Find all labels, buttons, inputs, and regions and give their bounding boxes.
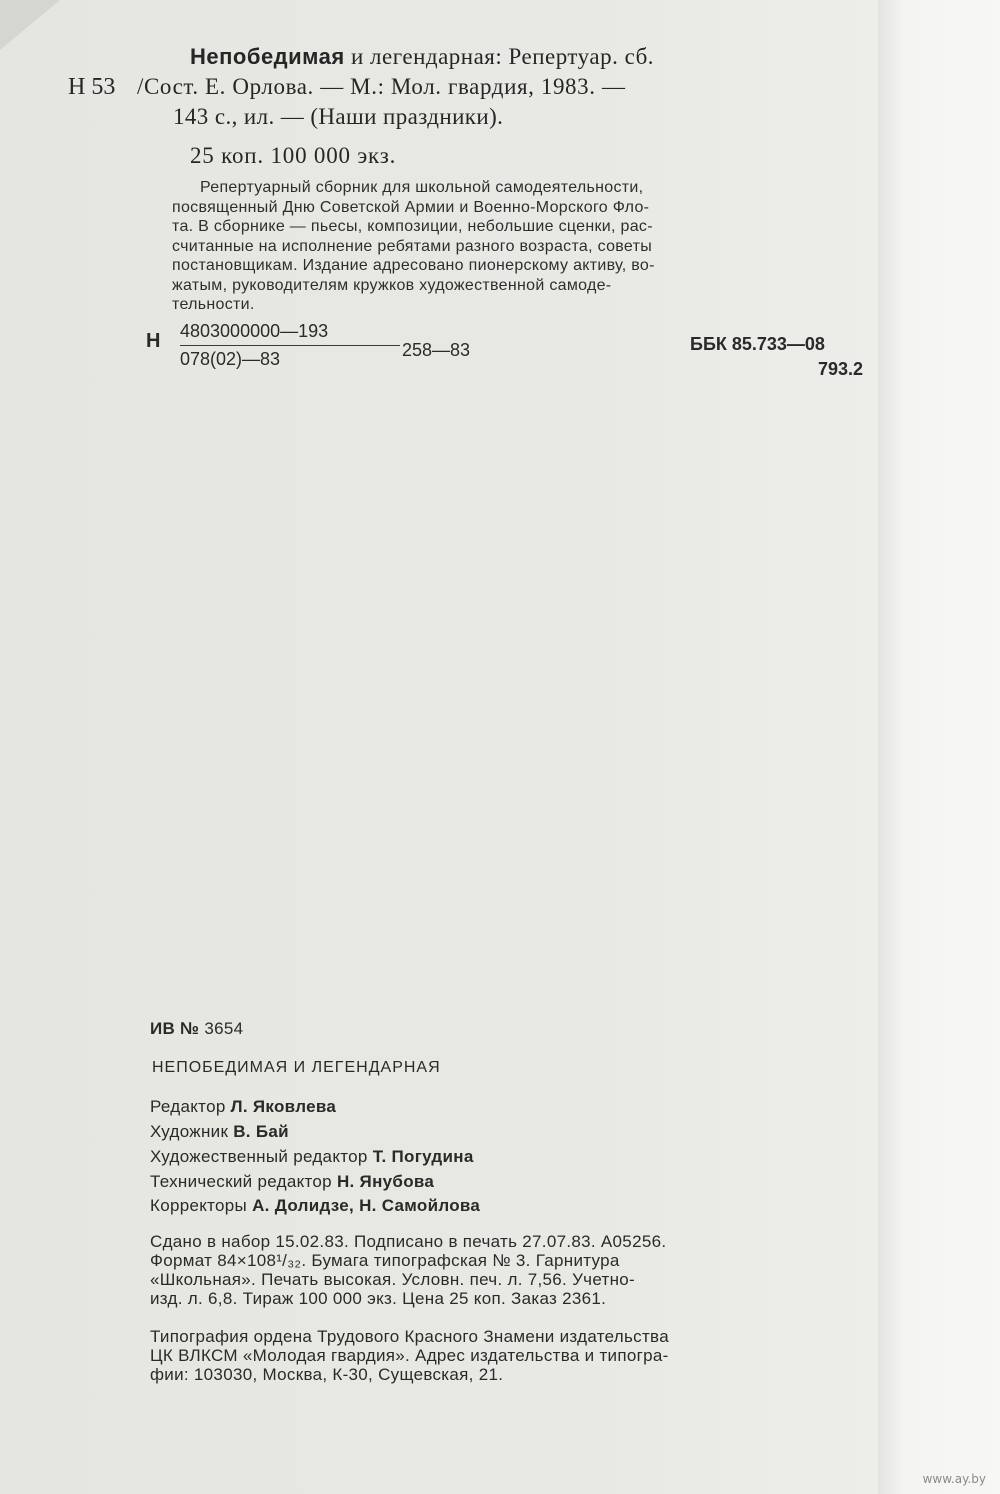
bbk-code: ББК 85.733—08 (690, 334, 825, 354)
staff-role: Технический редактор (150, 1172, 332, 1191)
staff-name: А. Долидзе, Н. Самойлова (252, 1196, 481, 1215)
catalog-title-bold: Непобедимая (190, 44, 345, 69)
annotation (172, 178, 872, 315)
staff-proofreaders (150, 1196, 480, 1216)
imprint-title: НЕПОБЕДИМАЯ И ЛЕГЕНДАРНАЯ (152, 1059, 441, 1076)
staff-tech-editor (150, 1172, 434, 1192)
staff-editor (150, 1097, 336, 1117)
staff-role: Художественный редактор (150, 1147, 368, 1166)
ib-value: 3654 (204, 1019, 244, 1038)
printing-house (150, 1327, 900, 1384)
technical-line: Формат 84×108¹/₃₂. Бумага типографская № 3. Гарнитура (150, 1251, 620, 1270)
annotation-line: жатым, руководителям кружков художественной самоде- (172, 276, 612, 294)
catalog-line-2: /Сост. Е. Орлова. — М.: Мол. гвардия, 1983. — (137, 74, 626, 99)
technical-line: «Школьная». Печать высокая. Условн. печ. л. 7,56. Учетно- (150, 1270, 636, 1289)
index-letter: Н (146, 330, 161, 352)
press-line: фии: 103030, Москва, К-30, Сущевская, 21. (150, 1365, 504, 1384)
watermark: www.ay.by (922, 1472, 986, 1486)
annotation-line: тельности. (172, 296, 255, 313)
staff-art-editor (150, 1147, 474, 1167)
staff-name: В. Бай (233, 1122, 289, 1141)
index-fraction-line (180, 345, 400, 346)
annotation-line: считанные на исполнение ребятами разного возраста, советы (172, 237, 653, 255)
staff-role: Редактор (150, 1097, 226, 1116)
technical-data (150, 1232, 900, 1308)
staff-artist (150, 1122, 289, 1142)
annotation-line: постановщикам. Издание адресовано пионерскому активу, во- (172, 257, 655, 274)
technical-line: Сдано в набор 15.02.83. Подписано в печать 27.07.83. А05256. (150, 1232, 667, 1251)
index-numerator: 4803000000—193 (180, 321, 329, 341)
catalog-line-3: 143 с., ил. — (Наши праздники). (173, 104, 504, 129)
annotation-line: Репертуарный сборник для школьной самодеятельности, (200, 179, 644, 196)
staff-role: Художник (150, 1122, 229, 1141)
annotation-line: та. В сборнике — пьесы, композиции, небольшие сценки, рас- (172, 218, 653, 235)
annotation-line: посвященный Дню Советской Армии и Военно-Морского Фло- (172, 198, 650, 216)
ib-number (150, 1019, 243, 1039)
catalog-title (190, 44, 654, 70)
folded-corner (0, 0, 60, 50)
press-line: ЦК ВЛКСМ «Молодая гвардия». Адрес издательства и типогра- (150, 1346, 669, 1365)
catalog-code: Н 53 (68, 74, 116, 100)
catalog-price: 25 коп. 100 000 экз. (190, 143, 397, 168)
ib-label: ИВ № (150, 1019, 200, 1038)
staff-name: Л. Яковлева (230, 1097, 337, 1116)
index-suffix: 258—83 (402, 340, 471, 360)
staff-role: Корректоры (150, 1196, 248, 1215)
index-denominator: 078(02)—83 (180, 349, 281, 369)
bbk-code-2: 793.2 (818, 359, 864, 379)
technical-line: изд. л. 6,8. Тираж 100 000 экз. Цена 25 коп. Заказ 2361. (150, 1289, 607, 1308)
press-line: Типография ордена Трудового Красного Знамени издательства (150, 1327, 669, 1346)
staff-name: Н. Янубова (336, 1172, 435, 1191)
staff-name: Т. Погудина (372, 1147, 474, 1166)
catalog-title-rest: и легендарная: Репертуар. сб. (350, 44, 655, 69)
